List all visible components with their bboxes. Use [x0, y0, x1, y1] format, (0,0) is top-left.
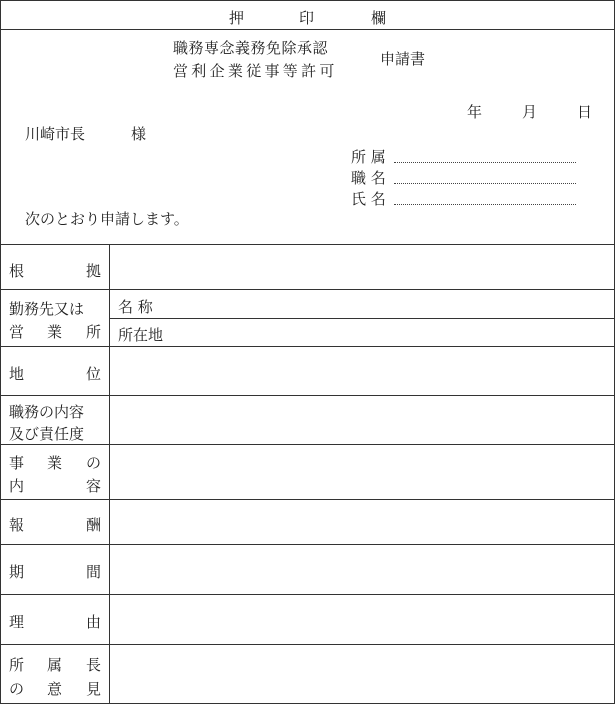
table-row-workplace: [1, 290, 614, 347]
table-row-reason: [1, 595, 614, 645]
row-label: [1, 595, 110, 644]
label-char: 内: [9, 477, 25, 495]
addressee-honorific: 様: [131, 125, 147, 143]
table-row-duties: [1, 396, 614, 445]
label-char: 地: [9, 365, 25, 383]
name-label: 氏 名: [351, 190, 386, 208]
label-char: 期: [9, 563, 25, 581]
position-label: 職 名: [351, 169, 386, 187]
row-label: [1, 645, 110, 703]
duties-input[interactable]: [110, 396, 614, 444]
date-month-label: 月: [522, 103, 538, 121]
label-char: 業: [47, 454, 63, 472]
application-section: [1, 30, 614, 245]
affiliation-label: 所 属: [351, 148, 386, 166]
business-input[interactable]: [110, 445, 614, 499]
label-char: 長: [86, 656, 102, 674]
row-label: [1, 245, 110, 289]
seal-header-char: 印: [299, 9, 315, 27]
seal-header-char: 押: [229, 9, 245, 27]
label-char: 酬: [86, 516, 102, 534]
label-char: 事: [9, 454, 25, 472]
request-statement: 次のとおり申請します。: [25, 210, 189, 228]
label-char: 見: [86, 680, 102, 698]
compensation-input[interactable]: [110, 500, 614, 544]
title-suffix: 申請書: [380, 50, 426, 68]
row-label: [1, 347, 110, 395]
row-label: [1, 445, 110, 499]
table-row-business: [1, 445, 614, 500]
row-label: [1, 396, 110, 444]
workplace-address-subrow[interactable]: [110, 319, 614, 346]
period-input[interactable]: [110, 545, 614, 594]
label-char: 営: [9, 323, 25, 341]
label-char: 意: [47, 680, 63, 698]
label-char: 業: [47, 323, 63, 341]
basis-input[interactable]: [110, 245, 614, 289]
label-char: 位: [86, 365, 102, 383]
affiliation-field[interactable]: [351, 146, 576, 166]
label-char: の: [9, 680, 25, 698]
label-char: 所: [86, 323, 102, 341]
label-line: 及び責任度: [9, 425, 85, 443]
date-day-label: 日: [577, 103, 593, 121]
label-char: 拠: [86, 262, 102, 280]
name-dotted-line: [394, 204, 576, 205]
reason-input[interactable]: [110, 595, 614, 644]
seal-header-char: 欄: [371, 9, 387, 27]
title-line-1: 職務専念義務免除承認: [173, 39, 329, 57]
row-label: [1, 500, 110, 544]
table-row-status: [1, 347, 614, 396]
label-line: 勤務先又は: [9, 300, 85, 318]
supervisor-opinion-input[interactable]: [110, 645, 614, 703]
status-input[interactable]: [110, 347, 614, 395]
affiliation-dotted-line: [394, 162, 576, 163]
label-char: 属: [47, 656, 63, 674]
label-char: の: [86, 454, 102, 472]
position-field[interactable]: [351, 167, 576, 187]
seal-header: [1, 1, 614, 30]
position-dotted-line: [394, 183, 576, 184]
label-char: 容: [86, 477, 102, 495]
table-row-compensation: [1, 500, 614, 545]
workplace-name-label: 名 称: [118, 298, 153, 316]
workplace-name-subrow[interactable]: [110, 290, 614, 319]
row-label: [1, 545, 110, 594]
label-char: 理: [9, 613, 25, 631]
workplace-address-label: 所在地: [118, 326, 164, 344]
label-char: 所: [9, 656, 25, 674]
name-field[interactable]: [351, 188, 576, 208]
row-label: [1, 290, 110, 346]
date-year-label: 年: [467, 103, 483, 121]
workplace-cell: [110, 290, 614, 346]
label-char: 根: [9, 262, 25, 280]
table-row-period: [1, 545, 614, 595]
table-row-basis: [1, 245, 614, 290]
label-char: 間: [86, 563, 102, 581]
title-line-2: 営利企業従事等許可: [173, 62, 338, 80]
label-line: 職務の内容: [9, 403, 85, 421]
label-char: 由: [86, 613, 102, 631]
label-char: 報: [9, 516, 25, 534]
addressee-name: 川崎市長: [25, 125, 86, 143]
table-row-supervisor-opinion: [1, 645, 614, 703]
